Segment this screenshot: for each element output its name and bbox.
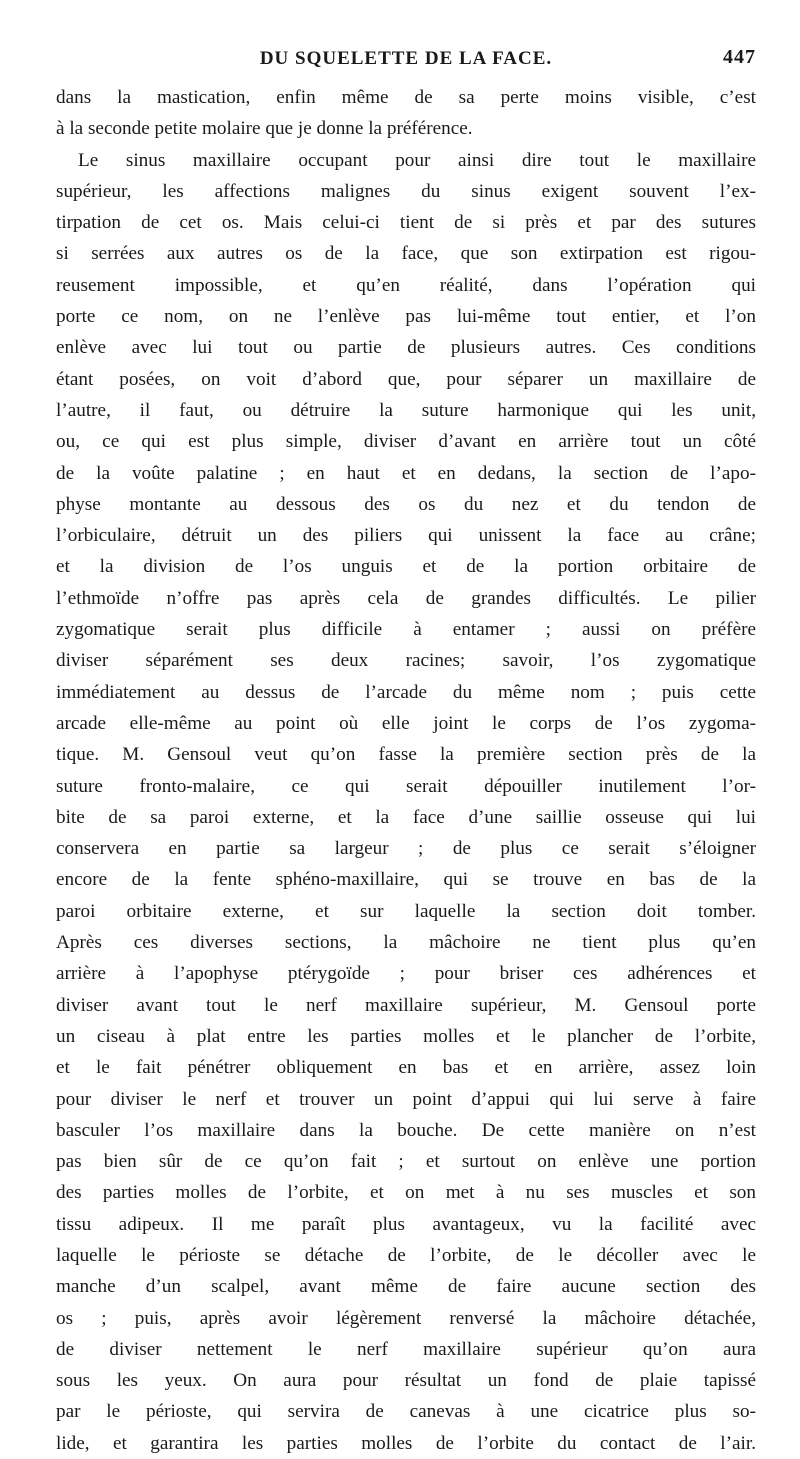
text-line: tirpation de cet os. Mais celui-ci tient de si près et par des sutures: [56, 212, 756, 234]
text-line: l’orbiculaire, détruit un des piliers qui unissent la face au crâne;: [56, 525, 756, 547]
text-line: suture fronto-malaire, ce qui serait dépouiller inutilement l’or-: [56, 775, 756, 797]
running-header: [56, 40, 756, 80]
text-line: porte ce nom, on ne l’enlève pas lui-même tout entier, et l’on: [56, 306, 756, 328]
text-line: os ; puis, après avoir légèrement renversé la mâchoire détachée,: [56, 1307, 756, 1329]
text-line: l’ethmoïde n’offre pas après cela de grandes difficultés. Le pilier: [56, 587, 756, 609]
text-line: arrière à l’apophyse ptérygoïde ; pour briser ces adhérences et: [56, 963, 756, 985]
text-line: à la seconde petite molaire que je donne la préférence.: [56, 118, 473, 140]
text-line: dans la mastication, enfin même de sa perte moins visible, c’est: [56, 87, 756, 108]
text-line: physe montante au dessous des os du nez et du tendon de: [56, 493, 756, 515]
text-line: encore de la fente sphéno-maxillaire, qui se trouve en bas de la: [56, 869, 756, 891]
text-line: arcade elle-même au point où elle joint le corps de l’os zygoma-: [56, 712, 756, 734]
text-line: enlève avec lui tout ou partie de plusieurs autres. Ces conditions: [56, 337, 756, 359]
text-line: étant posées, on voit d’abord que, pour séparer un maxillaire de: [56, 368, 756, 390]
text-line: sous les yeux. On aura pour résultat un fond de plaie tapissé: [56, 1370, 756, 1392]
text-line: l’autre, il faut, ou détruire la suture harmonique qui les unit,: [56, 399, 756, 421]
text-line: et la division de l’os unguis et de la portion orbitaire de: [56, 556, 756, 578]
text-line: Après ces diverses sections, la mâchoire ne tient plus qu’en: [56, 932, 756, 954]
page-number: 447: [723, 46, 756, 68]
text-line: supérieur, les affections malignes du sinus exigent souvent l’ex-: [56, 180, 756, 202]
text-line: de la voûte palatine ; en haut et en dedans, la section de l’apo-: [56, 462, 756, 484]
text-line: des parties molles de l’orbite, et on met à nu ses muscles et son: [56, 1182, 756, 1204]
text-line: pour diviser le nerf et trouver un point d’appui qui lui serve à faire: [56, 1088, 756, 1110]
text-line: lide, et garantira les parties molles de l’orbite du contact de l’air.: [56, 1432, 756, 1454]
text-line: pas bien sûr de ce qu’on fait ; et surtout on enlève une portion: [56, 1151, 756, 1173]
text-line: diviser avant tout le nerf maxillaire supérieur, M. Gensoul porte: [56, 994, 756, 1016]
body-text: [56, 82, 756, 1459]
text-line: et le fait pénétrer obliquement en bas et en arrière, assez loin: [56, 1057, 756, 1079]
text-line: laquelle le périoste se détache de l’orbite, de le décoller avec le: [56, 1244, 756, 1266]
text-line: manche d’un scalpel, avant même de faire aucune section des: [56, 1276, 756, 1298]
text-line: tique. M. Gensoul veut qu’on fasse la première section près de la: [56, 744, 756, 766]
text-line: si serrées aux autres os de la face, que son extirpation est rigou-: [56, 243, 756, 265]
text-line: un ciseau à plat entre les parties molles et le plancher de l’orbite,: [56, 1025, 756, 1047]
book-page: [56, 40, 756, 1459]
text-line: reusement impossible, et qu’en réalité, dans l’opération qui: [56, 274, 756, 296]
text-line: de diviser nettement le nerf maxillaire supérieur qu’on aura: [56, 1338, 756, 1360]
text-line: paroi orbitaire externe, et sur laquelle la section doit tomber.: [56, 900, 756, 922]
text-line: par le périoste, qui servira de canevas à une cicatrice plus so-: [56, 1401, 756, 1423]
running-title: DU SQUELETTE DE LA FACE.: [259, 48, 553, 69]
text-line: zygomatique serait plus difficile à entamer ; aussi on préfère: [56, 619, 756, 641]
text-line: immédiatement au dessus de l’arcade du même nom ; puis cette: [56, 681, 756, 703]
text-line: conservera en partie sa largeur ; de plus ce serait s’éloigner: [56, 838, 756, 860]
text-line: tissu adipeux. Il me paraît plus avantageux, vu la facilité avec: [56, 1213, 756, 1235]
text-line: Le sinus maxillaire occupant pour ainsi dire tout le maxillaire: [78, 149, 756, 171]
text-line: ou, ce qui est plus simple, diviser d’avant en arrière tout un côté: [56, 431, 756, 453]
text-line: basculer l’os maxillaire dans la bouche. De cette manière on n’est: [56, 1119, 756, 1141]
text-line: diviser séparément ses deux racines; savoir, l’os zygomatique: [56, 650, 756, 672]
text-line: bite de sa paroi externe, et la face d’une saillie osseuse qui lui: [56, 806, 756, 828]
